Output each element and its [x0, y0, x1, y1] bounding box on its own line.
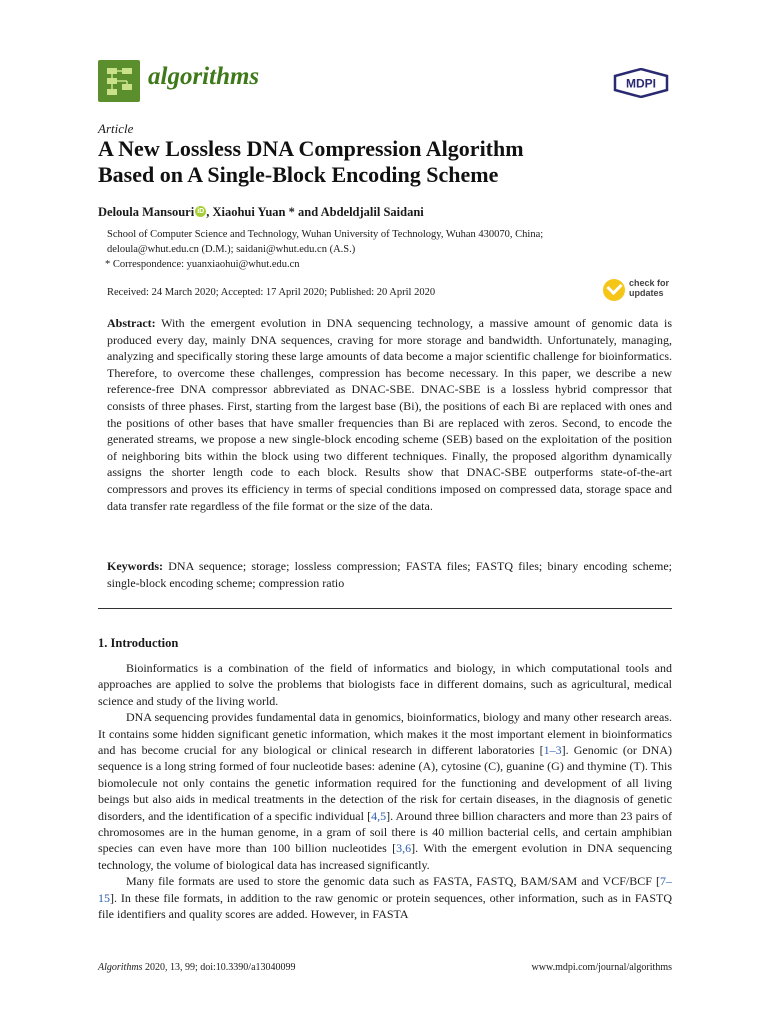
section-body — [98, 660, 672, 923]
mdpi-logo-icon — [612, 68, 670, 98]
abstract-label: Abstract: — [107, 316, 156, 330]
journal-name: algorithms — [148, 63, 260, 90]
article-type: Article — [98, 121, 134, 136]
author-names-rest: , Xiaohui Yuan * and Abdeldjalil Saidani — [206, 205, 424, 219]
paragraph: Bioinformatics is a combination of the field of informatics and biology, in which computational tools and approaches are applied to solve the problems that biologists face in different domains, such as agricultural, medical science and study of the living world. — [98, 661, 672, 708]
citation-footer — [98, 962, 296, 973]
paragraph: DNA sequencing provides fundamental data in genomics, bioinformatics, biology and many other research areas. It contains some hidden significant genetic information, which makes it the most important element in bioinformatics and has become crucial for any biological or clinical research in different laboratories [1–3]. Genomic (or DNA) sequence is a long string formed of four nucleotide bases: adenine (A), cytosine (C), guanine (G) and thymine (T). This biomolecule not only contains the genetic information required for the functioning and development of all living beings but also aids in medical treatments in the detection of the risk for certain diseases, in the diagnosis of genetic disorders, and the identification of a specific individual [4,5]. Around three billion characters and more than 23 pairs of chromosomes are in the human genome, in a gram of soil there is 40 million bacterial cells, and certain amphibian species can even have more than 100 billion nucleotides [3,6]. With the emergent evolution in DNA sequencing technology, the volume of biological data has increased significantly. — [98, 710, 673, 872]
publication-dates: Received: 24 March 2020; Accepted: 17 April 2020; Published: 20 April 2020 — [107, 287, 436, 298]
author-list — [98, 205, 424, 220]
page-title — [98, 136, 658, 188]
citation-link[interactable]: 7–15 — [98, 874, 672, 905]
checkmark-icon — [603, 279, 625, 301]
title-line-2: Based on A Single-Block Encoding Scheme — [98, 162, 499, 187]
paragraph: Many file formats are used to store the genomic data such as FASTA, FASTQ, BAM/SAM and VCF/BCF [7–15]. In these file formats, in addition to the raw genomic or protein sequences, other information, such as in FASTQ file identifiers and quality scores are added. However, in FASTA — [98, 874, 672, 922]
affiliation: School of Computer Science and Technology, Wuhan University of Technology, Wuhan 430070, China; — [107, 229, 544, 240]
publisher-name: MDPI — [626, 76, 656, 91]
citation-details: 2020, 13, 99; doi:10.3390/a13040099 — [142, 962, 296, 973]
keywords-text: DNA sequence; storage; lossless compression; FASTA files; FASTQ files; binary encoding scheme; single-block encoding scheme; compression ratio — [107, 559, 673, 590]
journal-url-link[interactable]: www.mdpi.com/journal/algorithms — [531, 962, 672, 973]
abstract-text: With the emergent evolution in DNA sequencing technology, a massive amount of genomic data is produced every day, mainly DNA sequences, craving for more storage and bandwidth. Unfortunately, managing, analyzing and specifically storing these large amounts of data become a major scientific challenge for bioinformatics. Therefore, to overcome these challenges, compression has become necessary. In this paper, we describe a new reference-free DNA compressor abbreviated as DNAC-SBE. DNAC-SBE is a lossless hybrid compressor that consists of three phases. First, starting from the largest base (Bi), the positions of each Bi are replaced with ones and the positions of other bases that have smaller frequencies than Bi are replaced with zeros. Second, to encode the generated streams, we propose a new single-block encoding scheme (SEB) based on the exploitation of the position of neighboring bits within the block using two different techniques. Finally, the proposed algorithm dynamically assigns the shorter length code to each block. Results show that DNAC-SBE outperforms state-of-the-art compressors and proves its efficiency in terms of special conditions imposed on compressed data, storage space and data transfer rate regardless of the file format or the size of the data. — [107, 316, 672, 513]
citation-journal: Algorithms — [98, 962, 143, 973]
section-heading: 1. Introduction — [98, 636, 179, 650]
divider — [98, 608, 672, 609]
check-updates-label: check for updates — [629, 278, 670, 298]
citation-link[interactable]: 4,5 — [371, 808, 387, 823]
keywords — [107, 558, 672, 591]
citation-link[interactable]: 1–3 — [543, 743, 562, 758]
orcid-icon[interactable]: iD — [197, 208, 205, 215]
citation-link[interactable]: 3,6 — [396, 841, 412, 856]
author-emails: deloula@whut.edu.cn (D.M.); saidani@whut.edu.cn (A.S.) — [107, 244, 356, 255]
author-name: Deloula Mansouri — [98, 205, 195, 219]
keywords-label: Keywords: — [107, 559, 163, 573]
correspondence: * Correspondence: yuanxiaohui@whut.edu.cn — [105, 259, 300, 270]
journal-logo-icon — [98, 60, 140, 102]
check-for-updates-button[interactable] — [603, 278, 675, 306]
title-line-1: A New Lossless DNA Compression Algorithm — [98, 136, 524, 161]
abstract — [107, 315, 672, 514]
